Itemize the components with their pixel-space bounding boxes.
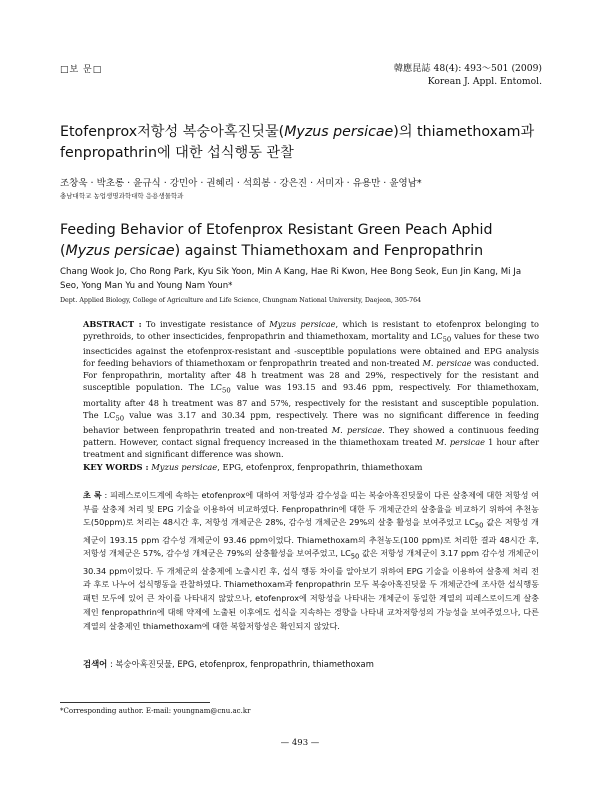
abstract-korean-subscript: 50 xyxy=(474,522,484,531)
title-korean-part1: Etofenprox저항성 복숭아혹진딧물( xyxy=(60,124,285,140)
abstract-text: value was 193.15 and 93.46 ppm, respectively. For thiamethoxam, mortality after 48 h treatment was 87 and 57%, respectively for the resistant and susceptible population. The LC xyxy=(83,382,539,420)
keywords-korean-list: : 복숭아혹진딧물, EPG, etofenprox, fenpropathrin, thiamethoxam xyxy=(107,659,374,669)
authors-korean: 조창욱 · 박초롱 · 윤규식 · 강민아 · 권혜리 · 석희봉 · 강은진 · 서미자 · 유용만 · 윤영남* xyxy=(60,178,422,189)
title-korean-species: Myzus persicae xyxy=(284,124,394,140)
abstract-species: Myzus persicae xyxy=(269,319,336,329)
affiliation-english: Dept. Applied Biology, College of Agriculture and Life Science, Chungnam National University, Daejeon, 305-764 xyxy=(60,297,422,304)
abstract-korean-text: 값은 저항성 개체군이 193.15 ppm 감수성 개체군이 93.46 ppm이었다. Thiamethoxam의 추천농도(100 ppm)로 처리한 결과 48시간 후, 저항성 개체군은 57%, 감수성 개체군은 79%의 살충활성을 보여주었고, LC xyxy=(83,517,539,559)
abstract-text: . They showed a continuous feeding pattern. However, contact signal frequency increased in the thiamethoxam treated xyxy=(83,425,539,448)
authors-english: Chang Wook Jo, Cho Rong Park, Kyu Sik Yoon, Min A Kang, Hae Ri Kwon, Hee Bong Seok, Eun Jin Kang, Mi Ja Seo, Yong Man Yu and Young Nam Youn* xyxy=(60,267,522,291)
abstract-text: To investigate resistance of xyxy=(141,319,270,329)
keywords-label: KEY WORDS : xyxy=(83,462,149,472)
abstract-korean-subscript: 50 xyxy=(350,553,360,562)
abstract-species: M. persicae xyxy=(422,358,472,369)
title-english-part2: ) against Thiamethoxam and Fenpropathrin xyxy=(174,243,484,259)
footnote-divider xyxy=(60,702,210,703)
journal-citation-line2: Korean J. Appl. Entomol. xyxy=(427,76,542,87)
abstract-text: values for these two insecticides against the etofenprox-resistant and -susceptible populations were obtained and EPG analysis for feeding behaviors of thiamethoxam or fenpropathrin treated and non-treated xyxy=(83,330,539,369)
title-english-species: Myzus persicae xyxy=(65,243,175,259)
affiliation-korean: 충남대학교 농업생명과학대학 응용생물학과 xyxy=(60,192,184,200)
abstract-text: 1 hour after treatment and significant difference was shown. xyxy=(83,437,539,459)
abstract-text: was conducted. For fenpropathrin, mortality after 48 h treatment was 28 and 29%, respectively for the resistant and susceptible population. The LC xyxy=(83,358,539,393)
abstract-label: ABSTRACT : xyxy=(83,319,142,329)
keywords-english xyxy=(83,462,539,472)
abstract-species: M. persicae xyxy=(435,437,485,448)
abstract-korean-label: 초 록 xyxy=(83,490,102,500)
journal-citation xyxy=(394,62,542,88)
keywords-species: Myzus persicae xyxy=(151,462,218,472)
keywords-korean xyxy=(83,658,539,670)
abstract-korean-text: 값은 저항성 개체군이 3.17 ppm 감수성 개체군이 30.34 ppm이었다. 두 개체군의 살충제에 노출시킨 후, 섭식 행동 차이를 알아보기 위하여 EPG 기술을 이용하여 살충제 처리 전과 후로 나누어 섭식행동을 관찰하였다. Thiamethoxam과 fenpropathrin 모두 복숭아혹진딧물 두 개체군간에 조사한 섭식행동패턴 모두에 있어 큰 차이를 나타내지 않았으나, etofenprox에 저항성을 나타내는 개체군이 동일한 계열의 피레스로이드계 살충제인 fenpropathrin에 대해 약제에 노출된 이후에도 섭식을 지속하는 경향을 나타내 교차저항성의 가능성을 보여주었으나, 다른 계열의 살충제인 thiamethoxam에 대한 복합저항성은 확인되지 않았다. xyxy=(83,548,540,631)
page-number: — 493 — xyxy=(280,738,320,748)
abstract-korean xyxy=(83,489,539,633)
abstract-subscript: 50 xyxy=(442,335,452,344)
abstract-english xyxy=(83,319,539,461)
abstract-species: M. persicae xyxy=(331,425,383,436)
title-korean xyxy=(60,122,540,164)
journal-citation-line1: 韓應昆誌 48(4): 493～501 (2009) xyxy=(393,63,542,74)
title-english xyxy=(60,220,540,262)
title-english-part1: Feeding Behavior of Etofenprox Resistant Green Peach Aphid ( xyxy=(60,222,493,259)
abstract-subscript: 50 xyxy=(222,386,231,395)
keywords-korean-label: 검색어 xyxy=(83,659,108,669)
section-tag: □보 문□ xyxy=(60,65,103,75)
abstract-subscript: 50 xyxy=(115,414,125,423)
keywords-list: , EPG, etofenprox, fenpropathrin, thiamethoxam xyxy=(217,462,423,472)
footnote-corresponding-author: *Corresponding author. E-mail: youngnam@cnu.ac.kr xyxy=(60,707,251,715)
title-korean-part2: )의 thiamethoxam과 fenpropathrin에 대한 섭식행동 관찰 xyxy=(60,124,535,161)
abstract-text: , which is resistant to etofenprox belonging to pyrethroids, to other insecticides, fenpropathrin and thiamethoxam, mortality and LC xyxy=(83,319,539,341)
abstract-text: value was 3.17 and 30.34 ppm, respectively. There was no significant difference in feeding behavior between fenpropathrin treated and non-treated xyxy=(83,409,539,436)
abstract-korean-text: : 피레스로이드계에 속하는 etofenprox에 대하여 저항성과 감수성을 띠는 복숭아혹진딧물이 다른 살충제에 대한 저항성 여부를 살충제 처리 및 EPG 기술을 이용하여 비교하였다. Fenpropathrin에 대한 두 개체군간의 살충율을 비교하기 위하여 추천농도(50ppm)로 처리는 48시간 후, 저항성 개체군은 28%, 감수성 개체군은 29%의 살충 활성을 보여주었고 LC xyxy=(83,490,539,528)
